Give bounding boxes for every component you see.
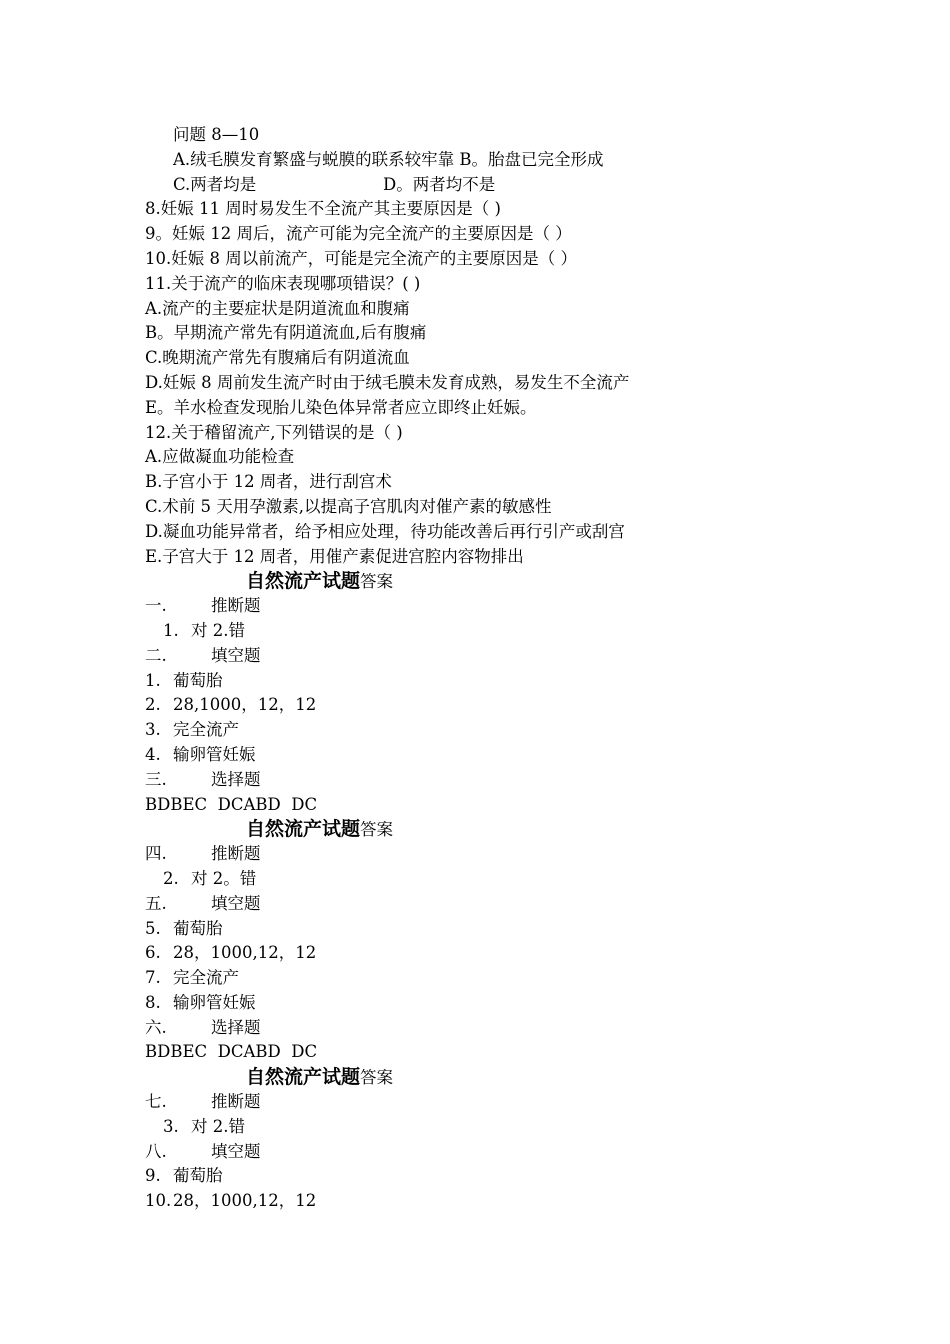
answer-title: 自然流产试题答案 [246,818,394,841]
question-line: D.妊娠 8 周前发生流产时由于绒毛膜未发育成熟，易发生不全流产 [145,372,630,392]
section-heading: 一. 推断题 [145,596,261,616]
fill-answer: 2. 28,1000，12，12 [145,695,317,715]
question-line: 9。妊娠 12 周后，流产可能为完全流产的主要原因是（ ） [145,224,572,244]
fill-answer: 1. 葡萄胎 [145,670,223,690]
option-c: C.两者均是 [173,174,257,194]
choice-answer: BDBEC DCABD DC [145,794,318,814]
fill-answer: 5. 葡萄胎 [145,918,223,938]
fill-answer: 8. 输卵管妊娠 [145,992,256,1012]
fill-answer: 10. 28，1000,12，12 [145,1191,317,1211]
section-heading: 五. 填空题 [145,893,261,913]
question-line: B.子宫小于 12 周者，进行刮宫术 [145,472,392,492]
question-group-header: 问题 8—10 [173,125,260,144]
option-a-b: A.绒毛膜发育繁盛与蜕膜的联系较牢靠 B。胎盘已完全形成 [173,149,604,169]
question-line: C.晚期流产常先有腹痛后有阴道流血 [145,348,410,368]
section-heading: 四. 推断题 [145,844,261,864]
fill-answer: 6. 28，1000,12，12 [145,943,317,963]
fill-answer: 9. 葡萄胎 [145,1166,223,1186]
section-heading: 三. 选择题 [145,769,261,789]
answer-title: 自然流产试题答案 [246,570,394,593]
fill-answer: 4. 输卵管妊娠 [145,744,256,764]
question-line: D.凝血功能异常者，给予相应处理，待功能改善后再行引产或刮宫 [145,521,625,541]
question-line: A.应做凝血功能检查 [145,447,295,467]
document-body [145,123,765,1214]
question-line: 10.妊娠 8 周以前流产，可能是完全流产的主要原因是（ ） [145,248,577,268]
option-d: D。两者均不是 [383,174,496,194]
choice-answer: BDBEC DCABD DC [145,1042,318,1062]
question-line: 8.妊娠 11 周时易发生不全流产其主要原因是（ ) [145,199,501,219]
judge-answer: 1. 对 2.错 [163,620,245,640]
section-heading: 八. 填空题 [145,1141,261,1161]
question-line: 12.关于稽留流产,下列错误的是（ ) [145,422,403,442]
question-line: E.子宫大于 12 周者，用催产素促进宫腔内容物排出 [145,546,524,566]
section-heading: 七. 推断题 [145,1092,261,1112]
section-heading: 二. 填空题 [145,645,261,665]
answer-title: 自然流产试题答案 [246,1066,394,1089]
fill-answer: 7. 完全流产 [145,968,239,988]
question-line: A.流产的主要症状是阴道流血和腹痛 [145,298,410,318]
judge-answer: 2. 对 2。错 [163,868,257,888]
question-line: C.术前 5 天用孕激素,以提高子宫肌肉对催产素的敏感性 [145,496,552,516]
section-heading: 六. 选择题 [145,1017,261,1037]
question-line: E。羊水检查发现胎儿染色体异常者应立即终止妊娠。 [145,397,537,417]
judge-answer: 3. 对 2.错 [163,1116,245,1136]
question-line: 11.关于流产的临床表现哪项错误？( ) [145,273,421,293]
option-c-d [145,173,765,198]
question-line: B。早期流产常先有阴道流血,后有腹痛 [145,323,427,343]
fill-answer: 3. 完全流产 [145,720,239,740]
